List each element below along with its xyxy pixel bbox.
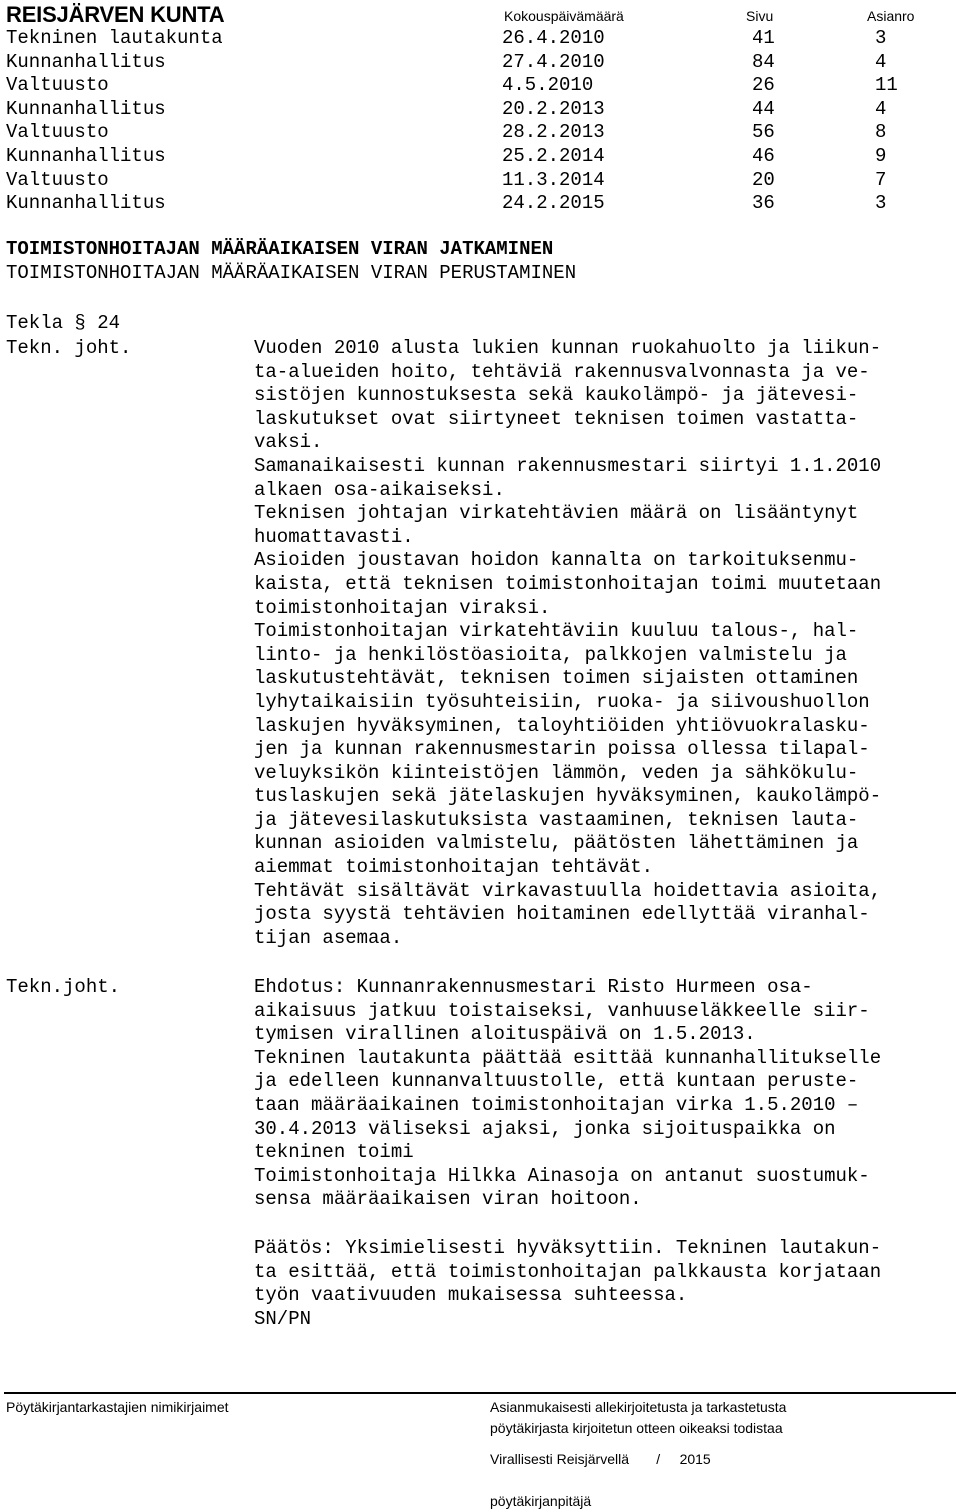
meeting-date: 27.4.2010 [502,50,605,73]
meeting-item-number: 3 [875,192,887,215]
meeting-body: Tekninen lautakunta [6,27,223,49]
meeting-row [6,145,956,169]
meeting-page: 56 [752,121,775,144]
meeting-item-number: 4 [875,97,887,120]
meeting-page: 20 [752,168,775,191]
meeting-body: Valtuusto [6,121,109,144]
meeting-date: 24.2.2015 [502,192,605,215]
footer-official-place: Virallisesti Reisjärvellä / 2015 [490,1451,711,1467]
meeting-item-number: 4 [875,50,887,73]
meeting-date: 28.2.2013 [502,121,605,144]
meeting-date: 11.3.2014 [502,168,605,191]
decision-paragraph: Päätös: Yksimielisesti hyväksyttiin. Tekninen lautakun- ta esittää, että toimistonhoitajan palkkausta korjataan työn vaativuuden mukaisessa suhteessa. SN/PN [254,1237,882,1330]
meeting-body: Kunnanhallitus [6,192,166,215]
meeting-date: 4.5.2010 [502,74,594,97]
column-header-item: Asianro [867,8,915,24]
meeting-page: 84 [752,50,775,73]
meeting-item-number: 8 [875,121,887,144]
column-header-date: Kokouspäivämäärä [504,8,624,24]
meeting-row [6,169,956,193]
footer-secretary: pöytäkirjanpitäjä [490,1493,592,1509]
meeting-row [6,121,956,145]
meeting-page: 26 [752,74,775,97]
meeting-row [6,51,956,75]
proposer-label: Tekn. joht. [6,337,132,359]
organization-name: REISJÄRVEN KUNTA [6,2,225,27]
background-paragraph: Vuoden 2010 alusta lukien kunnan ruokahuolto ja liikun- ta-alueiden hoito, tehtäviä rakennusvalvonnasta ja ve- sistöjen kunnostuksesta sekä kaukolämpö- ja jätevesi- laskutukset ovat siirtyneet teknisen toimen vastatta- vaksi. Samanaikaisesti kunnan rakennusmestari siirtyi 1.1.2010 alkaen osa-aikaiseksi. Teknisen johtajan virkatehtävien määrä on lisääntynyt huomattavasti. Asioiden joustavan hoidon kannalta on tarkoituksenmu- kaista, että teknisen toimistonhoitajan toimi muutetaan toimistonhoitajan viraksi. Toimistonhoitajan virkatehtäviin kuuluu talous-, hal- linto- ja henkilöstöasioita, palkkojen valmistelu ja laskutustehtävät, teknisen toimen sijaisten ottaminen lyhytaikaisiin työsuhteisiin, ruoka- ja siivoushuollon laskujen hyväksyminen, taloyhtiöiden yhtiövuokralasku- jen ja kunnan rakennusmestarin poissa ollessa tilapal- veluyksikön kiinteistöjen lämmön, veden ja sähkökulu- tuslaskujen sekä jätelaskujen hyväksyminen, kaukolämpö- ja jätevesilaskutuksista vastaaminen, teknisen lauta- kunnan asioiden valmistelu, päätösten lähettäminen ja aiemmat toimistonhoitajan tehtävät. Tehtävät sisältävät virkavastuulla hoidettavia asioita, josta syystä tehtävien hoitaminen edellyttää viranhal- tijan asemaa. [254,337,882,949]
meeting-page: 36 [752,192,775,215]
column-header-page: Sivu [746,8,774,24]
meeting-row [6,192,956,216]
meeting-row [6,27,956,51]
meeting-item-number: 9 [875,145,887,167]
meeting-body: Valtuusto [6,168,109,191]
proposal-paragraph: Ehdotus: Kunnanrakennusmestari Risto Hurmeen osa- aikaisuus jatkuu toistaiseksi, vanhuuseläkkeelle siir- tymisen virallinen aloituspäivä on 1.5.2013. Tekninen lautakunta päättää esittää kunnanhallitukselle ja edelleen kunnanvaltuustolle, että kuntaan peruste- taan määräaikainen toimistonhoitajan virka 1.5.2010 – 30.4.2013 väliseksi ajaksi, jonka sijoituspaikka on tekninen toimi Toimistonhoitaja Hilkka Ainasoja on antanut suostumuk- sensa määräaikaisen viran hoitoon. [254,976,882,1211]
meeting-date: 25.2.2014 [502,145,605,167]
footer-certification-line1: Asianmukaisesti allekirjoitetusta ja tarkastetusta [490,1399,787,1415]
footer-certification-line2: pöytäkirjasta kirjoitetun otteen oikeaksi todistaa [490,1420,783,1436]
meeting-page: 41 [752,27,775,49]
footer-inspectors-initials: Pöytäkirjantarkastajien nimikirjaimet [6,1399,229,1415]
meeting-date: 20.2.2013 [502,97,605,120]
footer-divider [4,1392,956,1394]
meeting-page: 46 [752,145,775,167]
meeting-body: Kunnanhallitus [6,50,166,73]
meeting-item-number: 11 [875,74,898,97]
meeting-body: Kunnanhallitus [6,97,166,120]
meeting-date: 26.4.2010 [502,27,605,49]
meeting-body: Valtuusto [6,74,109,97]
proposer-label-2: Tekn.joht. [6,976,121,998]
document-title: TOIMISTONHOITAJAN MÄÄRÄAIKAISEN VIRAN JATKAMINEN [6,238,554,260]
section-reference: Tekla § 24 [6,312,121,334]
document-subtitle: TOIMISTONHOITAJAN MÄÄRÄAIKAISEN VIRAN PERUSTAMINEN [6,262,577,284]
meeting-item-number: 7 [875,168,887,191]
meeting-page: 44 [752,97,775,120]
meeting-body: Kunnanhallitus [6,145,166,167]
meeting-row [6,98,956,122]
meeting-row [6,74,956,98]
meeting-item-number: 3 [875,27,887,49]
